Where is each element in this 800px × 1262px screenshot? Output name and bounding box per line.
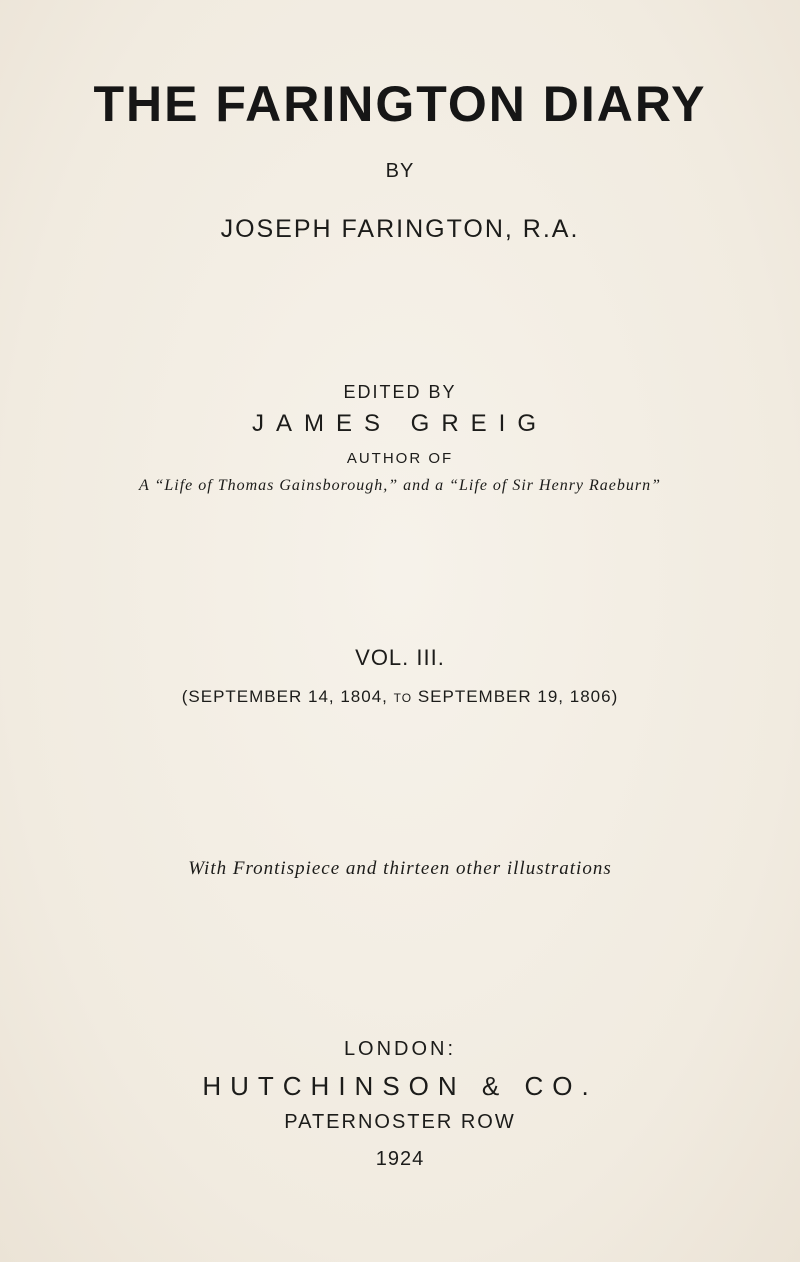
book-title: THE FARINGTON DIARY (93, 76, 707, 132)
date-range-end: SEPTEMBER 19, 1806) (417, 687, 619, 706)
imprint-publisher: HUTCHINSON & CO. (202, 1071, 598, 1101)
illustrations-note: With Frontispiece and thirteen other illustrations (188, 858, 612, 879)
editor-name: JAMES GREIG (251, 410, 549, 437)
imprint-street: PATERNOSTER ROW (284, 1111, 516, 1133)
date-range-start: (SEPTEMBER 14, 1804, (181, 687, 388, 706)
by-line: BY (385, 160, 415, 182)
editor-works: A “Life of Thomas Gainsborough,” and a “Life of Sir Henry Raeburn” (138, 477, 662, 494)
imprint-city: LONDON: (343, 1038, 457, 1060)
author-of-label: AUTHOR OF (346, 450, 454, 467)
volume-number: VOL. III. (355, 645, 445, 670)
imprint-year: 1924 (375, 1148, 425, 1170)
author-name: JOSEPH FARINGTON, R.A. (220, 215, 580, 243)
edited-by-label: EDITED BY (343, 382, 457, 402)
date-range-to: TO (393, 691, 413, 705)
date-range (0, 687, 800, 707)
